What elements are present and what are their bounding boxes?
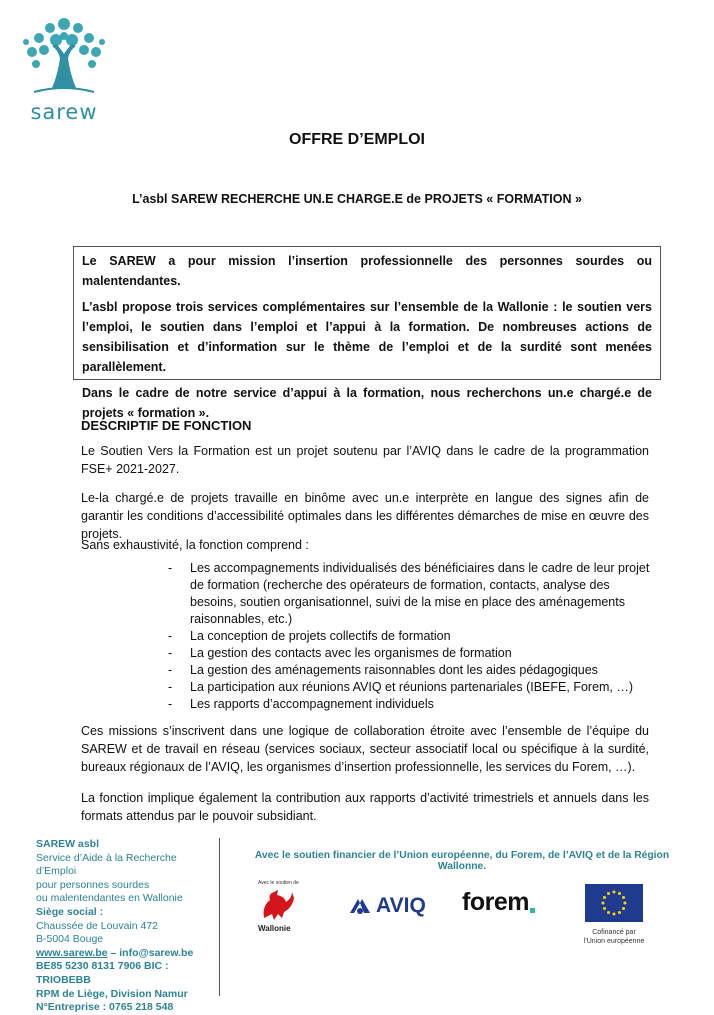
footer-contact <box>36 838 216 1015</box>
org-desc-2: pour personnes sourdes <box>36 878 150 891</box>
sarew-logo <box>14 14 114 124</box>
aviq-logo <box>348 892 448 922</box>
section-paragraph-4 <box>81 722 649 776</box>
website-link[interactable]: www.sarew.be <box>36 946 108 959</box>
list-item-text: La participation aux réunions AVIQ et réunions partenariales (IBEFE, Forem, …) <box>190 680 634 694</box>
wallonie-top-text: Avec le soutien de <box>258 880 299 886</box>
forem-logo <box>462 888 552 922</box>
bullet: - <box>168 646 173 660</box>
eu-caption-line-2: l’Union européenne <box>583 938 645 945</box>
siege-label: Siège social : <box>36 905 104 918</box>
eu-logo <box>574 884 654 952</box>
web-line <box>36 947 216 961</box>
list-item <box>168 662 652 679</box>
bullet: - <box>168 697 173 711</box>
org-desc-1: Service d’Aide à la Recherche d’Emploi <box>36 851 177 878</box>
list-item <box>168 679 652 696</box>
task-list <box>168 560 652 713</box>
list-item <box>168 645 652 662</box>
bullet: - <box>168 629 173 643</box>
rpm-info: RPM de Liège, Division Namur <box>36 987 188 1000</box>
aviq-icon <box>348 895 372 919</box>
list-item-text: La gestion des aménagements raisonnables dont les aides pédagogiques <box>190 663 598 677</box>
list-item <box>168 628 652 645</box>
wallonie-logo <box>248 878 310 938</box>
bullet: - <box>168 561 173 575</box>
forem-dot-icon <box>530 908 535 913</box>
intro-box <box>73 246 661 420</box>
eu-caption <box>574 928 654 946</box>
intro-paragraph-3: Dans le cadre de notre service d’appui à la formation, nous recherchons un.e chargé.e de projets « formation ». <box>82 386 652 420</box>
org-desc-3: ou malentendantes en Wallonie <box>36 892 183 905</box>
page-title: OFFRE D’EMPLOI <box>289 131 425 148</box>
email-link[interactable]: – info@sarew.be <box>107 946 194 959</box>
paragraph-text: Le-la chargé.e de projets travaille en binôme avec un.e interprète en langue des signes afin de garantir les conditions d’accessibilité optimales dans les différentes démarches de mise en œuvre des projets. <box>81 491 649 541</box>
aviq-label: AVIQ <box>376 894 426 917</box>
support-text: Avec le soutien financier de l’Union européenne, du Forem, de l’AVIQ et de la Région Wallonne. <box>254 850 670 872</box>
section-paragraph-3 <box>81 536 649 554</box>
section-paragraph-1 <box>81 442 649 478</box>
section-paragraph-2 <box>81 489 649 543</box>
tree-icon <box>14 14 114 104</box>
list-item-text: Les rapports d’accompagnement individuels <box>190 697 434 711</box>
list-item <box>168 696 652 713</box>
list-item-text: La gestion des contacts avec les organismes de formation <box>190 646 512 660</box>
paragraph-text: La fonction implique également la contribution aux rapports d’activité trimestriels et annuels dans les formats attendus par le pouvoir subsidiant. <box>81 791 649 823</box>
bullet: - <box>168 680 173 694</box>
bullet: - <box>168 663 173 677</box>
section-title: DESCRIPTIF DE FONCTION <box>81 418 252 433</box>
paragraph-text: Le Soutien Vers la Formation est un projet soutenu par l’AVIQ dans le cadre de la programmation FSE+ 2021-2027. <box>81 444 649 476</box>
eu-caption-line-1: Cofinancé par <box>592 929 636 936</box>
paragraph-text: Ces missions s’inscrivent dans une logique de collaboration étroite avec l’ensemble de l’équipe du SAREW et de travail en réseau (services sociaux, secteur associatif local ou spécifique à la surdité, bureaux régionaux de l’AVIQ, les organismes d’insertion professionnelle, les services du Forem, …). <box>81 724 649 774</box>
intro-paragraph-1: Le SAREW a pour mission l’insertion professionnelle des personnes sourdes ou malentendantes. <box>82 254 652 288</box>
bank-info: BE85 5230 8131 7906 BIC : TRIOBEBB <box>36 960 169 986</box>
address-line-1: Chaussée de Louvain 472 <box>36 919 159 932</box>
logo-text: sarew <box>30 100 98 124</box>
list-item <box>168 560 652 628</box>
intro-paragraph-2: L’asbl propose trois services complémentaires sur l’ensemble de la Wallonie : le soutien vers l’emploi, le soutien dans l’emploi et l’appui à la formation. De nombreuses actions de sensibilisation et d’information sur le thème de l’emploi et de la surdité sont menées parallèlement. <box>82 300 652 374</box>
section-paragraph-5 <box>81 789 649 825</box>
footer-divider <box>219 838 220 996</box>
wallonie-label: Wallonie <box>258 924 291 933</box>
list-item-text: Les accompagnements individualisés des bénéficiaires dans le cadre de leur projet de formation (recherche des opérateurs de formation, contacts, analyse des besoins, soutien organisationnel, suivi de la mise en place des aménagements raisonnables, etc.) <box>190 561 650 626</box>
list-item-text: La conception de projets collectifs de formation <box>190 629 451 643</box>
org-name: SAREW asbl <box>36 838 100 850</box>
enterprise-number: N°Entreprise : 0765 218 548 <box>36 1001 174 1014</box>
paragraph-text: Sans exhaustivité, la fonction comprend : <box>81 538 309 552</box>
address-line-2: B-5004 Bouge <box>36 933 104 946</box>
eu-flag-icon <box>585 884 643 922</box>
forem-label: forem <box>462 888 529 916</box>
page-subtitle: L’asbl SAREW RECHERCHE UN.E CHARGE.E de PROJETS « FORMATION » <box>132 192 582 206</box>
rooster-icon <box>256 888 296 922</box>
